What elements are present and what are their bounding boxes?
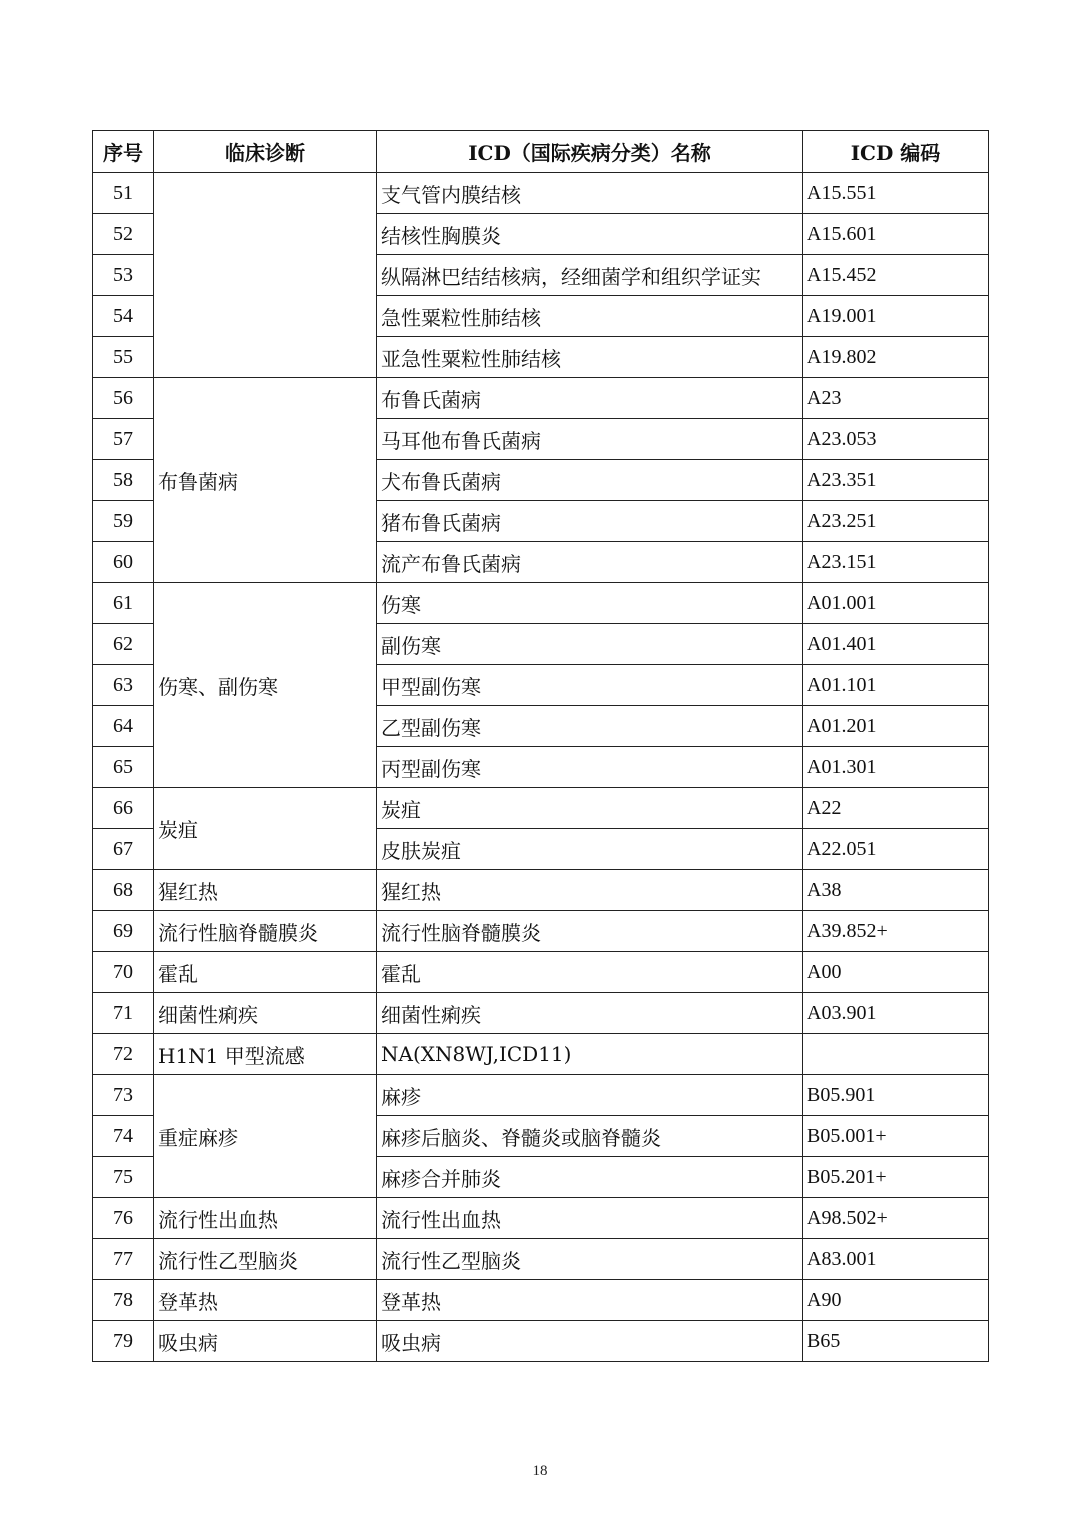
icd-name: 纵隔淋巴结结核病，经细菌学和组织学证实 — [377, 255, 803, 296]
row-number: 63 — [93, 665, 154, 706]
row-number: 53 — [93, 255, 154, 296]
row-number: 66 — [93, 788, 154, 829]
icd-code: A39.852+ — [803, 911, 989, 952]
row-number: 55 — [93, 337, 154, 378]
clinical-diagnosis: 细菌性痢疾 — [154, 993, 377, 1034]
row-number: 65 — [93, 747, 154, 788]
table-row — [93, 1280, 989, 1321]
table-header — [93, 131, 989, 173]
icd-code: B65 — [803, 1321, 989, 1362]
header-num: 序号 — [93, 131, 154, 173]
table-row — [93, 1034, 989, 1075]
icd-name: 流行性脑脊髓膜炎 — [377, 911, 803, 952]
row-number: 56 — [93, 378, 154, 419]
icd-code: A19.802 — [803, 337, 989, 378]
icd-code: A22.051 — [803, 829, 989, 870]
row-number: 64 — [93, 706, 154, 747]
row-number: 51 — [93, 173, 154, 214]
icd-code: A19.001 — [803, 296, 989, 337]
icd-code: A83.001 — [803, 1239, 989, 1280]
icd-code: A23.351 — [803, 460, 989, 501]
clinical-diagnosis: 猩红热 — [154, 870, 377, 911]
icd-name: 麻疹后脑炎、脊髓炎或脑脊髓炎 — [377, 1116, 803, 1157]
table-row — [93, 1321, 989, 1362]
header-icd-code: ICD 编码 — [803, 131, 989, 173]
header-icd-name: ICD（国际疾病分类）名称 — [377, 131, 803, 173]
clinical-diagnosis: 炭疽 — [154, 788, 377, 870]
table-row — [93, 788, 989, 829]
clinical-diagnosis: 重症麻疹 — [154, 1075, 377, 1198]
table-row — [93, 173, 989, 214]
clinical-diagnosis: 布鲁菌病 — [154, 378, 377, 583]
icd-name: 丙型副伤寒 — [377, 747, 803, 788]
icd-name: 布鲁氏菌病 — [377, 378, 803, 419]
icd-name: 细菌性痢疾 — [377, 993, 803, 1034]
icd-name: 乙型副伤寒 — [377, 706, 803, 747]
icd-name: 流行性出血热 — [377, 1198, 803, 1239]
icd-name: 流产布鲁氏菌病 — [377, 542, 803, 583]
clinical-diagnosis: H1N1 甲型流感 — [154, 1034, 377, 1075]
page-number: 18 — [532, 1463, 548, 1479]
clinical-diagnosis: 流行性脑脊髓膜炎 — [154, 911, 377, 952]
icd-name: 副伤寒 — [377, 624, 803, 665]
icd-code: A23.053 — [803, 419, 989, 460]
icd-name: 登革热 — [377, 1280, 803, 1321]
header-diagnosis: 临床诊断 — [154, 131, 377, 173]
icd-code: A00 — [803, 952, 989, 993]
row-number: 70 — [93, 952, 154, 993]
icd-name: 马耳他布鲁氏菌病 — [377, 419, 803, 460]
row-number: 58 — [93, 460, 154, 501]
table-row — [93, 1075, 989, 1116]
icd-name: 炭疽 — [377, 788, 803, 829]
icd-code: A15.452 — [803, 255, 989, 296]
icd-name: 麻疹 — [377, 1075, 803, 1116]
row-number: 71 — [93, 993, 154, 1034]
icd-code: A23.251 — [803, 501, 989, 542]
table-row — [93, 952, 989, 993]
icd-name: 伤寒 — [377, 583, 803, 624]
icd-name: 亚急性粟粒性肺结核 — [377, 337, 803, 378]
row-number: 61 — [93, 583, 154, 624]
icd-code: A98.502+ — [803, 1198, 989, 1239]
clinical-diagnosis — [154, 173, 377, 378]
row-number: 79 — [93, 1321, 154, 1362]
row-number: 73 — [93, 1075, 154, 1116]
icd-name: 犬布鲁氏菌病 — [377, 460, 803, 501]
icd-name: 猪布鲁氏菌病 — [377, 501, 803, 542]
icd-name: 流行性乙型脑炎 — [377, 1239, 803, 1280]
row-number: 72 — [93, 1034, 154, 1075]
table-body — [93, 173, 989, 1362]
row-number: 57 — [93, 419, 154, 460]
icd-code — [803, 1034, 989, 1075]
icd-name: 甲型副伤寒 — [377, 665, 803, 706]
table-row — [93, 1239, 989, 1280]
icd-code: A01.101 — [803, 665, 989, 706]
icd-name: 猩红热 — [377, 870, 803, 911]
icd-code: A15.551 — [803, 173, 989, 214]
icd-table — [92, 130, 989, 1362]
icd-name: 霍乱 — [377, 952, 803, 993]
row-number: 60 — [93, 542, 154, 583]
row-number: 74 — [93, 1116, 154, 1157]
clinical-diagnosis: 流行性乙型脑炎 — [154, 1239, 377, 1280]
table-row — [93, 583, 989, 624]
row-number: 76 — [93, 1198, 154, 1239]
table-row — [93, 870, 989, 911]
clinical-diagnosis: 流行性出血热 — [154, 1198, 377, 1239]
icd-code: A22 — [803, 788, 989, 829]
icd-code: A15.601 — [803, 214, 989, 255]
table-row — [93, 1198, 989, 1239]
row-number: 77 — [93, 1239, 154, 1280]
icd-code: A01.401 — [803, 624, 989, 665]
icd-code: A01.001 — [803, 583, 989, 624]
row-number: 59 — [93, 501, 154, 542]
icd-code: A23.151 — [803, 542, 989, 583]
row-number: 54 — [93, 296, 154, 337]
icd-name: 支气管内膜结核 — [377, 173, 803, 214]
icd-name: NA(XN8WJ,ICD11) — [377, 1034, 803, 1075]
icd-code: B05.901 — [803, 1075, 989, 1116]
icd-name: 皮肤炭疽 — [377, 829, 803, 870]
row-number: 62 — [93, 624, 154, 665]
icd-name: 急性粟粒性肺结核 — [377, 296, 803, 337]
icd-name: 麻疹合并肺炎 — [377, 1157, 803, 1198]
row-number: 67 — [93, 829, 154, 870]
icd-code: A23 — [803, 378, 989, 419]
icd-code: B05.001+ — [803, 1116, 989, 1157]
icd-name: 结核性胸膜炎 — [377, 214, 803, 255]
icd-code: A01.301 — [803, 747, 989, 788]
icd-name: 吸虫病 — [377, 1321, 803, 1362]
icd-code: B05.201+ — [803, 1157, 989, 1198]
row-number: 75 — [93, 1157, 154, 1198]
header-row — [93, 131, 989, 173]
clinical-diagnosis: 伤寒、副伤寒 — [154, 583, 377, 788]
table-row — [93, 911, 989, 952]
clinical-diagnosis: 登革热 — [154, 1280, 377, 1321]
icd-code: A01.201 — [803, 706, 989, 747]
row-number: 69 — [93, 911, 154, 952]
row-number: 52 — [93, 214, 154, 255]
table-row — [93, 378, 989, 419]
icd-code: A90 — [803, 1280, 989, 1321]
row-number: 78 — [93, 1280, 154, 1321]
row-number: 68 — [93, 870, 154, 911]
icd-code: A38 — [803, 870, 989, 911]
clinical-diagnosis: 吸虫病 — [154, 1321, 377, 1362]
icd-code: A03.901 — [803, 993, 989, 1034]
clinical-diagnosis: 霍乱 — [154, 952, 377, 993]
table-row — [93, 993, 989, 1034]
